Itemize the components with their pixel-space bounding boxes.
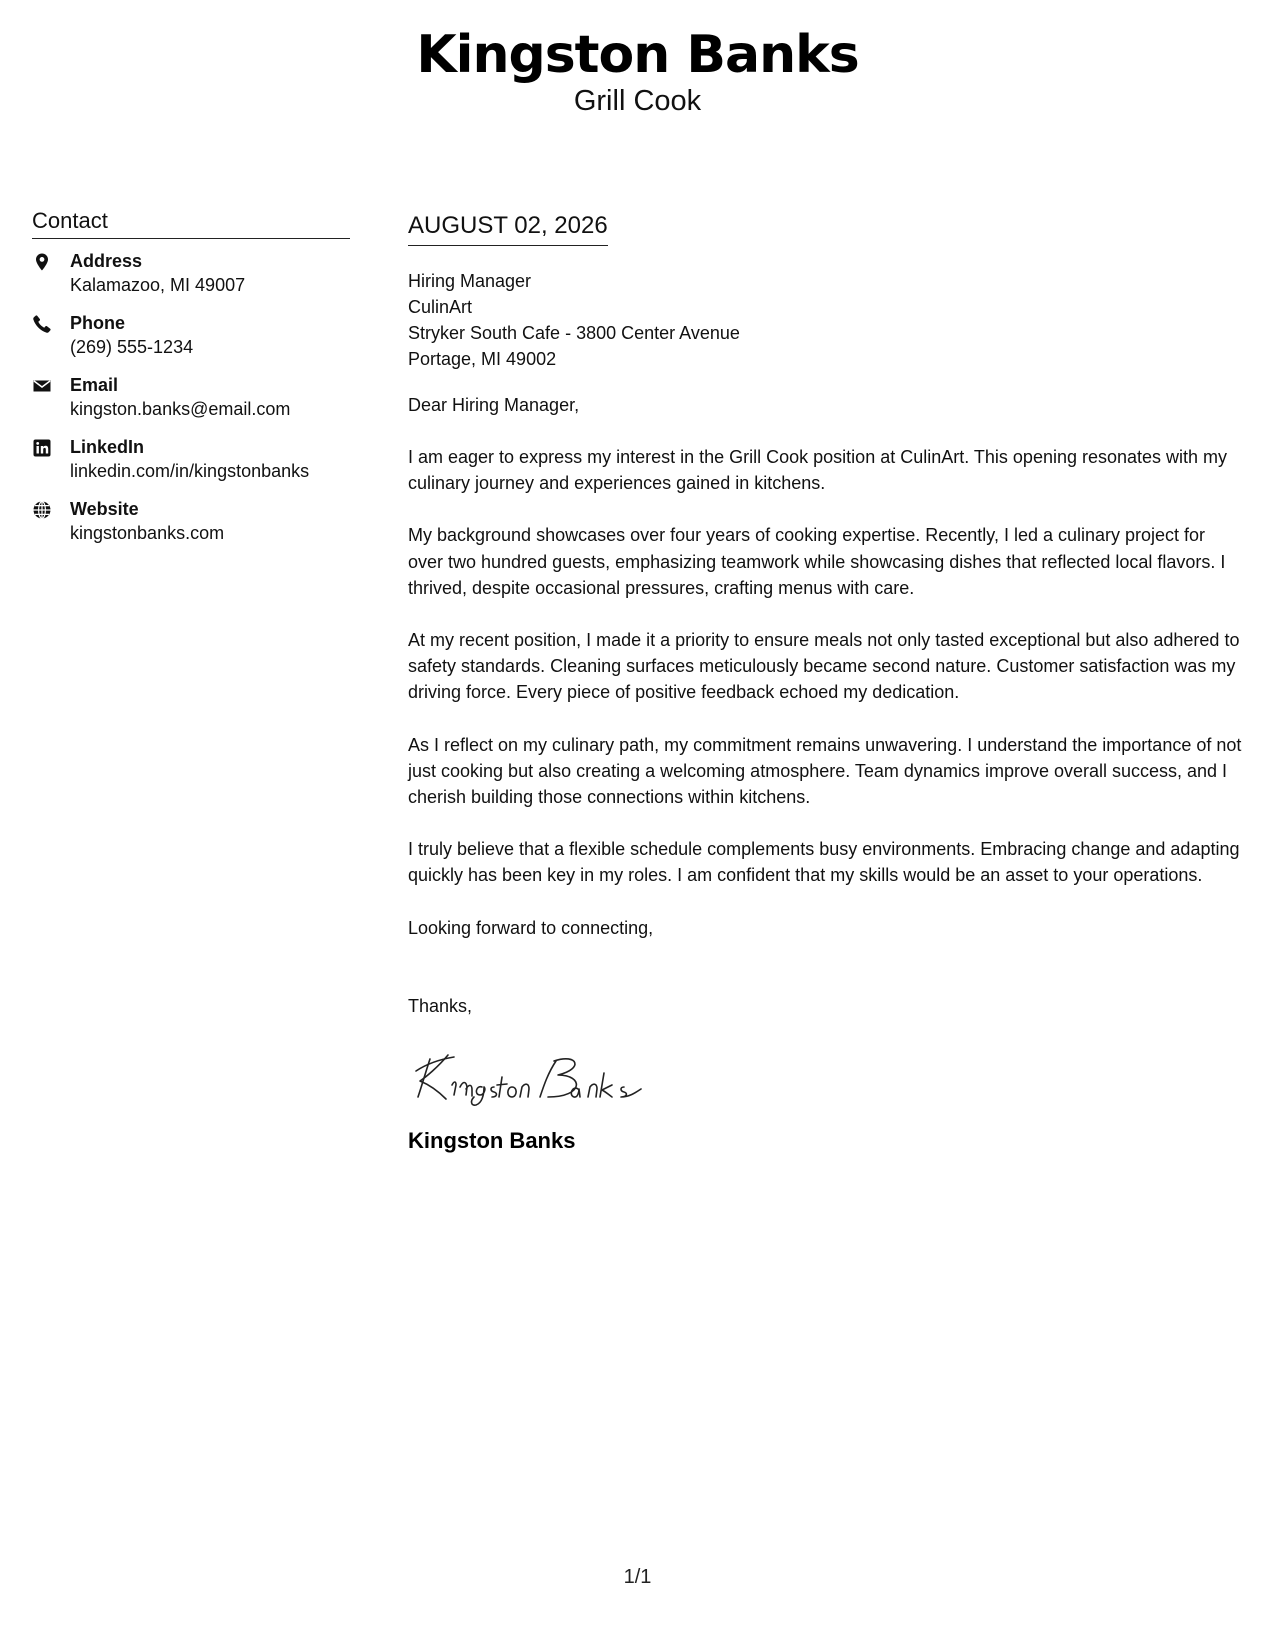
body-paragraph: At my recent position, I made it a priority to ensure meals not only tasted exceptional but also adhered to safety standards. Cleaning surfaces meticulously became second nature. Customer satisfaction was my driving force. Every piece of positive feedback echoed my dedication.	[408, 630, 1240, 703]
linkedin-link[interactable]: linkedin.com/in/kingstonbanks	[70, 461, 310, 481]
recipient-line: Hiring Manager	[408, 271, 532, 291]
recipient-line: Portage, MI 49002	[408, 349, 557, 369]
recipient-line: CulinArt	[408, 297, 473, 317]
website-link[interactable]: kingstonbanks.com	[70, 523, 225, 543]
signer-name: Kingston Banks	[408, 1127, 576, 1153]
contact-heading: Contact	[32, 208, 350, 239]
handwritten-signature	[408, 1041, 1244, 1111]
letter-date: AUGUST 02, 2026	[408, 212, 608, 239]
contact-label: Website	[70, 499, 139, 519]
body-paragraph: I am eager to express my interest in the Grill Cook position at CulinArt. This opening resonates with my culinary journey and experiences gained in kitchens.	[408, 447, 1228, 494]
contact-item-address	[32, 249, 350, 297]
contact-label: Address	[70, 251, 143, 271]
contact-item-email	[32, 373, 350, 421]
envelope-icon	[32, 373, 70, 396]
salutation: Dear Hiring Manager,	[408, 395, 580, 415]
contact-list	[32, 249, 350, 545]
contact-item-linkedin	[32, 435, 350, 483]
body-paragraph: As I reflect on my culinary path, my commitment remains unwavering. I understand the importance of not just cooking but also creating a welcoming atmosphere. Team dynamics improve overall success, and I cherish building those connections within kitchens.	[408, 734, 1242, 808]
phone-icon	[32, 311, 70, 334]
page-number: 1/1	[623, 1566, 652, 1588]
job-title: Grill Cook	[573, 85, 702, 117]
address-value: Kalamazoo, MI 49007	[70, 275, 246, 295]
closing-line: Looking forward to connecting,	[408, 917, 654, 938]
globe-icon	[32, 497, 70, 520]
contact-label: LinkedIn	[70, 437, 145, 457]
contact-sidebar	[32, 208, 350, 559]
email-link[interactable]: kingston.banks@email.com	[70, 399, 291, 419]
letter-header	[0, 22, 1275, 118]
contact-item-phone	[32, 311, 350, 359]
thanks-line: Thanks,	[408, 995, 473, 1016]
phone-value: (269) 555-1234	[70, 337, 194, 357]
contact-label: Email	[70, 375, 119, 395]
linkedin-icon	[32, 435, 70, 458]
body-paragraph: I truly believe that a flexible schedule complements busy environments. Embracing change and adapting quickly has been key in my roles. I am confident that my skills would be an asset to your operations.	[408, 839, 1240, 886]
contact-item-website	[32, 497, 350, 545]
recipient-line: Stryker South Cafe - 3800 Center Avenue	[408, 323, 740, 343]
applicant-name: Kingston Banks	[416, 25, 859, 85]
location-pin-icon	[32, 249, 70, 272]
recipient-address	[408, 268, 1244, 372]
date-block	[408, 212, 608, 246]
body-paragraph: My background showcases over four years of cooking expertise. Recently, I led a culinary project for over two hundred guests, emphasizing teamwork while showcasing dishes that reflected local flavors. I thrived, despite occasional pressures, crafting menus with care.	[408, 525, 1226, 598]
contact-label: Phone	[70, 313, 126, 333]
letter-body	[408, 212, 1244, 1155]
